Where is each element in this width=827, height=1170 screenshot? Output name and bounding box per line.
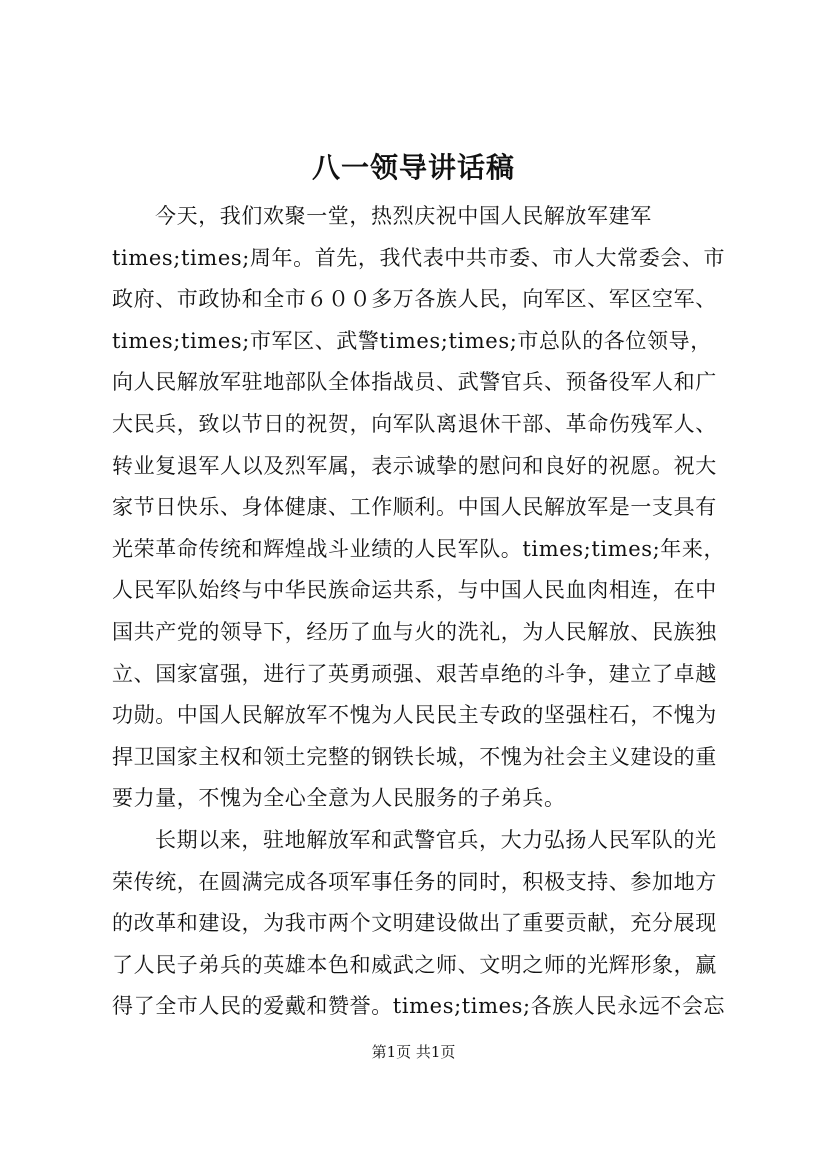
body-line: 要力量，不愧为全心全意为人民服务的子弟兵。 — [112, 786, 566, 811]
body-line: 长期以来，驻地解放军和武警官兵，大力弘扬人民军队的光 — [155, 828, 717, 852]
body-line: 政府、市政协和全市６００多万各族人民，向军区、军区空军、 — [112, 287, 717, 312]
body-line: 得了全市人民的爱戴和赞誉。times;times;各族人民永远不会忘 — [112, 994, 726, 1019]
body-line: 功勋。中国人民解放军不愧为人民民主专政的坚强柱石，不愧为 — [112, 703, 717, 728]
body-line: 立、国家富强，进行了英勇顽强、艰苦卓绝的斗争，建立了卓越 — [112, 661, 717, 686]
body-line: 光荣革命传统和辉煌战斗业绩的人民军队。times;times;年来， — [112, 536, 726, 561]
document-title: 八一领导讲话稿 — [311, 151, 515, 184]
body-line: 人民军队始终与中华民族命运共系，与中国人民血肉相连，在中 — [112, 578, 717, 603]
body-line: 国共产党的领导下，经历了血与火的洗礼，为人民解放、民族独 — [112, 620, 717, 644]
body-line: 了人民子弟兵的英雄本色和威武之师、文明之师的光辉形象，赢 — [112, 952, 717, 977]
page-number: 第1页 共1页 — [371, 1043, 456, 1061]
body-line: 今天，我们欢聚一堂，热烈庆祝中国人民解放军建军 — [155, 204, 652, 228]
body-line: 大民兵，致以节日的祝贺，向军队离退休干部、革命伤残军人、 — [112, 412, 717, 436]
body-line: 向人民解放军驻地部队全体指战员、武警官兵、预备役军人和广 — [112, 370, 717, 395]
body-line: 捍卫国家主权和领土完整的钢铁长城，不愧为社会主义建设的重 — [112, 744, 717, 769]
body-line: 转业复退军人以及烈军属，表示诚挚的慰问和良好的祝愿。祝大 — [112, 453, 717, 478]
body-line: 的改革和建设，为我市两个文明建设做出了重要贡献，充分展现 — [112, 911, 717, 936]
body-line: times;times;周年。首先，我代表中共市委、市人大常委会、市 — [112, 245, 726, 270]
body-line: times;times;市军区、武警times;times;市总队的各位领导， — [112, 328, 712, 353]
body-line: 荣传统，在圆满完成各项军事任务的同时，积极支持、参加地方 — [112, 869, 717, 894]
body-line: 家节日快乐、身体健康、工作顺利。中国人民解放军是一支具有 — [112, 495, 717, 520]
